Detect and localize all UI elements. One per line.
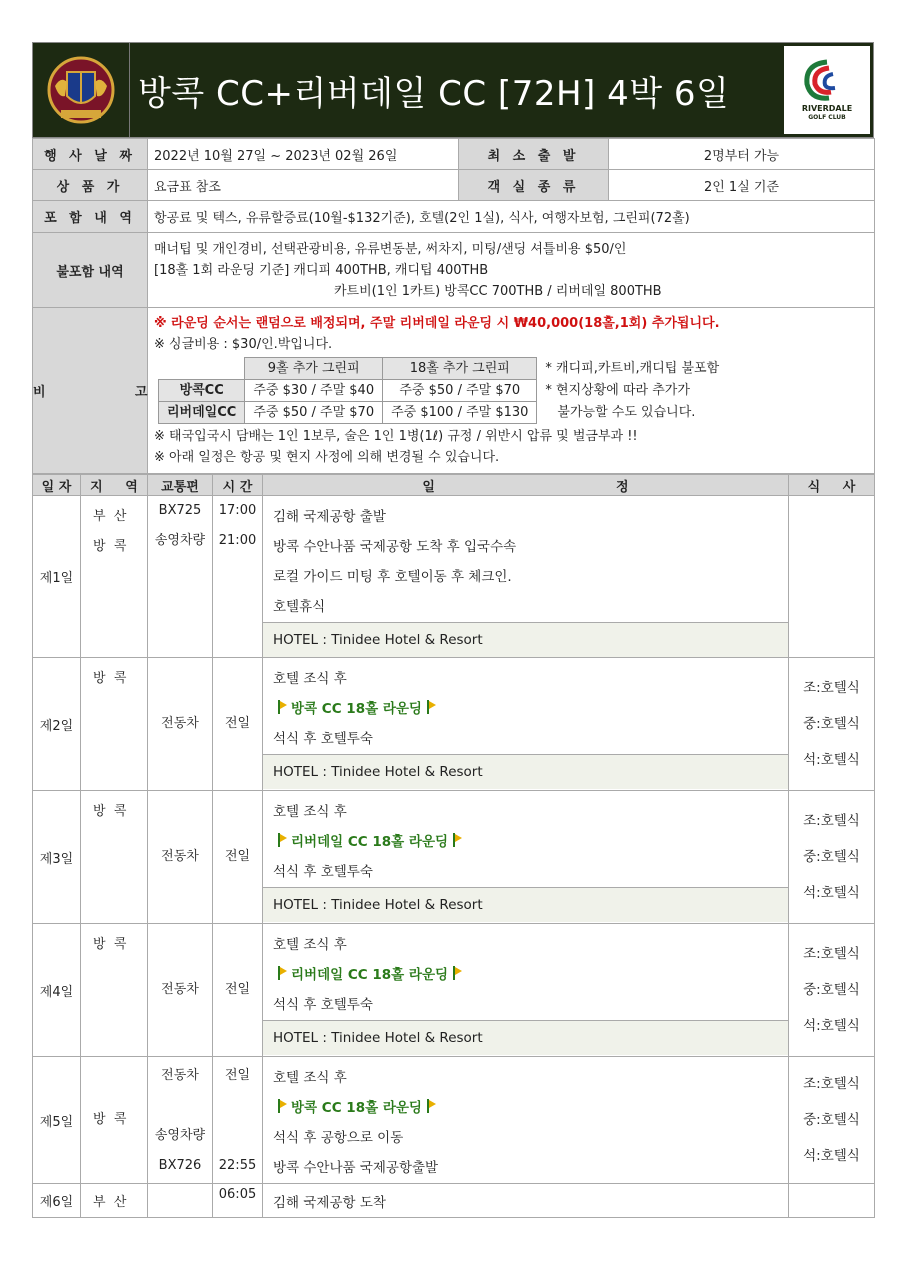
meal-lunch: 중:호텔식	[803, 982, 860, 998]
hotel-line: HOTEL : Tinidee Hotel & Resort	[263, 622, 788, 657]
room-type-label: 객 실 종 류	[459, 170, 609, 201]
region-name: 방 콕	[93, 539, 127, 554]
schedule-line: 방콕 수안나품 국제공항 도착 후 입국수속	[273, 539, 517, 555]
day-row	[33, 496, 875, 658]
greenfee-9-header: 9홀 추가 그린피	[245, 358, 383, 380]
col-time: 시 간	[213, 475, 263, 496]
included-label: 포 함 내 역	[33, 201, 148, 233]
riverdale-logo-subtext: GOLF CLUB	[808, 114, 846, 121]
room-type-value: 2인 1실 기준	[609, 170, 875, 201]
meal-lunch: 중:호텔식	[803, 1112, 860, 1128]
day-label: 제5일	[33, 1057, 81, 1184]
meal-dinner: 석:호텔식	[803, 752, 860, 768]
region-cell	[81, 658, 148, 791]
col-day: 일 자	[33, 475, 81, 496]
region-name: 방 콕	[93, 671, 127, 686]
remarks-label: 비 고	[33, 308, 148, 474]
day-row	[33, 658, 875, 791]
schedule-line: 석식 후 공항으로 이동	[273, 1130, 404, 1146]
greenfee-cell: 주중 $50 / 주말 $70	[383, 380, 537, 402]
golf-flag-icon	[277, 1099, 287, 1113]
meal-breakfast: 조:호텔식	[803, 680, 860, 696]
golf-flag-icon	[277, 966, 287, 980]
golf-flag-icon	[426, 700, 436, 714]
col-schedule: 일 정	[263, 475, 789, 496]
date-label: 행 사 날 짜	[33, 139, 148, 170]
schedule-line: 호텔 조식 후	[273, 804, 347, 820]
day-label: 제2일	[33, 658, 81, 791]
transport-item: 전동차	[148, 658, 213, 791]
meal-cell	[789, 496, 875, 658]
golf-round-line: 리버데일 CC 18홀 라운딩	[273, 827, 780, 857]
time-item: 22:55	[218, 1158, 257, 1173]
transport-item: 송영차량	[154, 533, 206, 548]
meal-breakfast: 조:호텔식	[803, 813, 860, 829]
transport-item: 전동차	[148, 791, 213, 924]
col-region: 지 역	[81, 475, 148, 496]
schedule-line: 호텔 조식 후	[273, 671, 347, 687]
transport-item: 전동차	[161, 1068, 199, 1083]
included-value: 항공료 및 텍스, 유류할증료(10월-$132기준), 호텔(2인 1실), 식사, 여행자보험, 그린피(72홀)	[148, 201, 875, 233]
meal-cell	[789, 924, 875, 1057]
schedule-line: 방콕 수안나품 국제공항출발	[273, 1160, 439, 1176]
greenfee-18-header: 18홀 추가 그린피	[383, 358, 537, 380]
time-item: 17:00	[218, 503, 257, 518]
meal-lunch: 중:호텔식	[803, 849, 860, 865]
time-cell	[213, 496, 263, 658]
region-cell	[81, 924, 148, 1057]
greenfee-cell: 주중 $30 / 주말 $40	[245, 380, 383, 402]
region-name: 부 산	[93, 509, 127, 524]
min-departure-label: 최 소 출 발	[459, 139, 609, 170]
meal-dinner: 석:호텔식	[803, 885, 860, 901]
day-label: 제6일	[33, 1184, 81, 1218]
excluded-line: 카트비(1인 1카트) 방콕CC 700THB / 리버데일 800THB	[334, 283, 662, 299]
transport-cell	[148, 1184, 213, 1218]
golf-round-line: 방콕 CC 18홀 라운딩	[273, 694, 780, 724]
greenfee-row-name: 방콕CC	[159, 380, 245, 402]
hotel-line: HOTEL : Tinidee Hotel & Resort	[263, 887, 788, 922]
date-value: 2022년 10월 27일 ~ 2023년 02월 26일	[148, 139, 459, 170]
time-item: 06:05	[213, 1184, 263, 1218]
day-row	[33, 1057, 875, 1184]
golf-round-line: 방콕 CC 18홀 라운딩	[273, 1093, 780, 1123]
region-cell	[81, 1057, 148, 1184]
meal-cell	[789, 1184, 875, 1218]
remark-change: ※ 아래 일정은 항공 및 현지 사정에 의해 변경될 수 있습니다.	[154, 450, 500, 465]
transport-item: 전동차	[148, 924, 213, 1057]
greenfee-cell: 주중 $100 / 주말 $130	[383, 402, 537, 424]
golf-flag-icon	[452, 966, 462, 980]
schedule-line: 호텔 조식 후	[273, 1070, 347, 1086]
time-item: 전일	[224, 1068, 251, 1083]
region-name: 방 콕	[93, 937, 127, 952]
time-item: 전일	[213, 658, 263, 791]
schedule-cell	[263, 658, 789, 791]
riverdale-golf-logo	[781, 43, 873, 137]
greenfee-table	[158, 357, 728, 424]
col-transport: 교통편	[148, 475, 213, 496]
meal-cell	[789, 791, 875, 924]
region-name: 부 산	[93, 1195, 127, 1210]
schedule-line: 석식 후 호텔투숙	[273, 731, 373, 747]
day-row	[33, 1184, 875, 1218]
transport-cell	[148, 1057, 213, 1184]
region-cell	[81, 496, 148, 658]
golf-flag-icon	[277, 833, 287, 847]
day-label: 제4일	[33, 924, 81, 1057]
hotel-line: HOTEL : Tinidee Hotel & Resort	[263, 754, 788, 789]
golf-flag-icon	[277, 700, 287, 714]
transport-item: 송영차량	[154, 1128, 206, 1143]
meal-dinner: 석:호텔식	[803, 1018, 860, 1034]
golf-flag-icon	[426, 1099, 436, 1113]
region-cell	[81, 791, 148, 924]
excluded-label: 불포함 내역	[33, 233, 148, 308]
day-label: 제1일	[33, 496, 81, 658]
schedule-cell	[263, 1057, 789, 1184]
golf-round-line: 리버데일 CC 18홀 라운딩	[273, 960, 780, 990]
schedule-line: 로컬 가이드 미팅 후 호텔이동 후 체크인.	[273, 569, 512, 585]
meal-breakfast: 조:호텔식	[803, 946, 860, 962]
schedule-line: 석식 후 호텔투숙	[273, 997, 373, 1013]
time-item: 21:00	[218, 533, 257, 548]
meal-lunch: 중:호텔식	[803, 716, 860, 732]
meal-cell	[789, 658, 875, 791]
time-item: 전일	[213, 791, 263, 924]
region-name: 방 콕	[93, 804, 127, 819]
greenfee-note: 불가능할 수도 있습니다.	[557, 405, 696, 420]
excluded-line: 매너팁 및 개인경비, 선택관광비용, 유류변동분, 써차지, 미팅/샌딩 셔틀비용 $50/인	[154, 241, 627, 257]
excluded-line: [18홀 1회 라운딩 기준] 캐디피 400THB, 캐디팁 400THB	[154, 262, 489, 278]
transport-item: BX725	[158, 503, 202, 518]
product-info-table	[32, 138, 875, 474]
min-departure-value: 2명부터 가능	[609, 139, 875, 170]
time-cell	[213, 1057, 263, 1184]
schedule-line: 호텔휴식	[273, 599, 326, 615]
schedule-line: 석식 후 호텔투숙	[273, 864, 373, 880]
schedule-cell	[263, 924, 789, 1057]
region-name: 방 콕	[93, 1112, 127, 1127]
greenfee-note: * 현지상황에 따라 추가가	[545, 383, 690, 398]
schedule-line: 호텔 조식 후	[273, 937, 347, 953]
itinerary-page	[32, 42, 874, 1218]
schedule-cell	[263, 496, 789, 658]
day-row	[33, 924, 875, 1057]
remark-tobacco: ※ 태국입국시 담배는 1인 1보루, 술은 1인 1병(1ℓ) 규정 / 위반시 압류 및 벌금부과 !!	[154, 429, 638, 444]
day-label: 제3일	[33, 791, 81, 924]
greenfee-row-name: 리버데일CC	[159, 402, 245, 424]
schedule-table	[32, 474, 875, 1218]
region-cell	[81, 1184, 148, 1218]
transport-item: BX726	[158, 1158, 202, 1173]
price-value: 요금표 참조	[148, 170, 459, 201]
excluded-value	[148, 233, 875, 308]
schedule-line: 김해 국제공항 출발	[273, 509, 386, 525]
transport-cell	[148, 496, 213, 658]
time-item: 전일	[213, 924, 263, 1057]
riverdale-logo-text: RIVERDALE	[801, 104, 853, 113]
col-meal: 식 사	[789, 475, 875, 496]
bangkok-cc-logo	[33, 43, 130, 137]
greenfee-note: * 캐디피,카트비,캐디팁 불포함	[545, 361, 720, 376]
schedule-line: 김해 국제공항 도착	[263, 1184, 789, 1218]
greenfee-cell: 주중 $50 / 주말 $70	[245, 402, 383, 424]
golf-flag-icon	[452, 833, 462, 847]
meal-cell	[789, 1057, 875, 1184]
meal-breakfast: 조:호텔식	[803, 1076, 860, 1092]
header-banner	[32, 42, 874, 138]
remarks-value	[148, 308, 875, 474]
schedule-cell	[263, 791, 789, 924]
meal-dinner: 석:호텔식	[803, 1148, 860, 1164]
remark-random-order: ※ 라운딩 순서는 랜덤으로 배정되며, 주말 리버데일 라운딩 시 ₩40,000(18홀,1회) 추가됩니다.	[154, 316, 720, 331]
price-label: 상 품 가	[33, 170, 148, 201]
page-title: 방콕 CC+리버데일 CC [72H] 4박 6일	[138, 73, 730, 114]
remark-single-fee: ※ 싱글비용 : $30/인.박입니다.	[154, 337, 333, 352]
day-row	[33, 791, 875, 924]
hotel-line: HOTEL : Tinidee Hotel & Resort	[263, 1020, 788, 1055]
